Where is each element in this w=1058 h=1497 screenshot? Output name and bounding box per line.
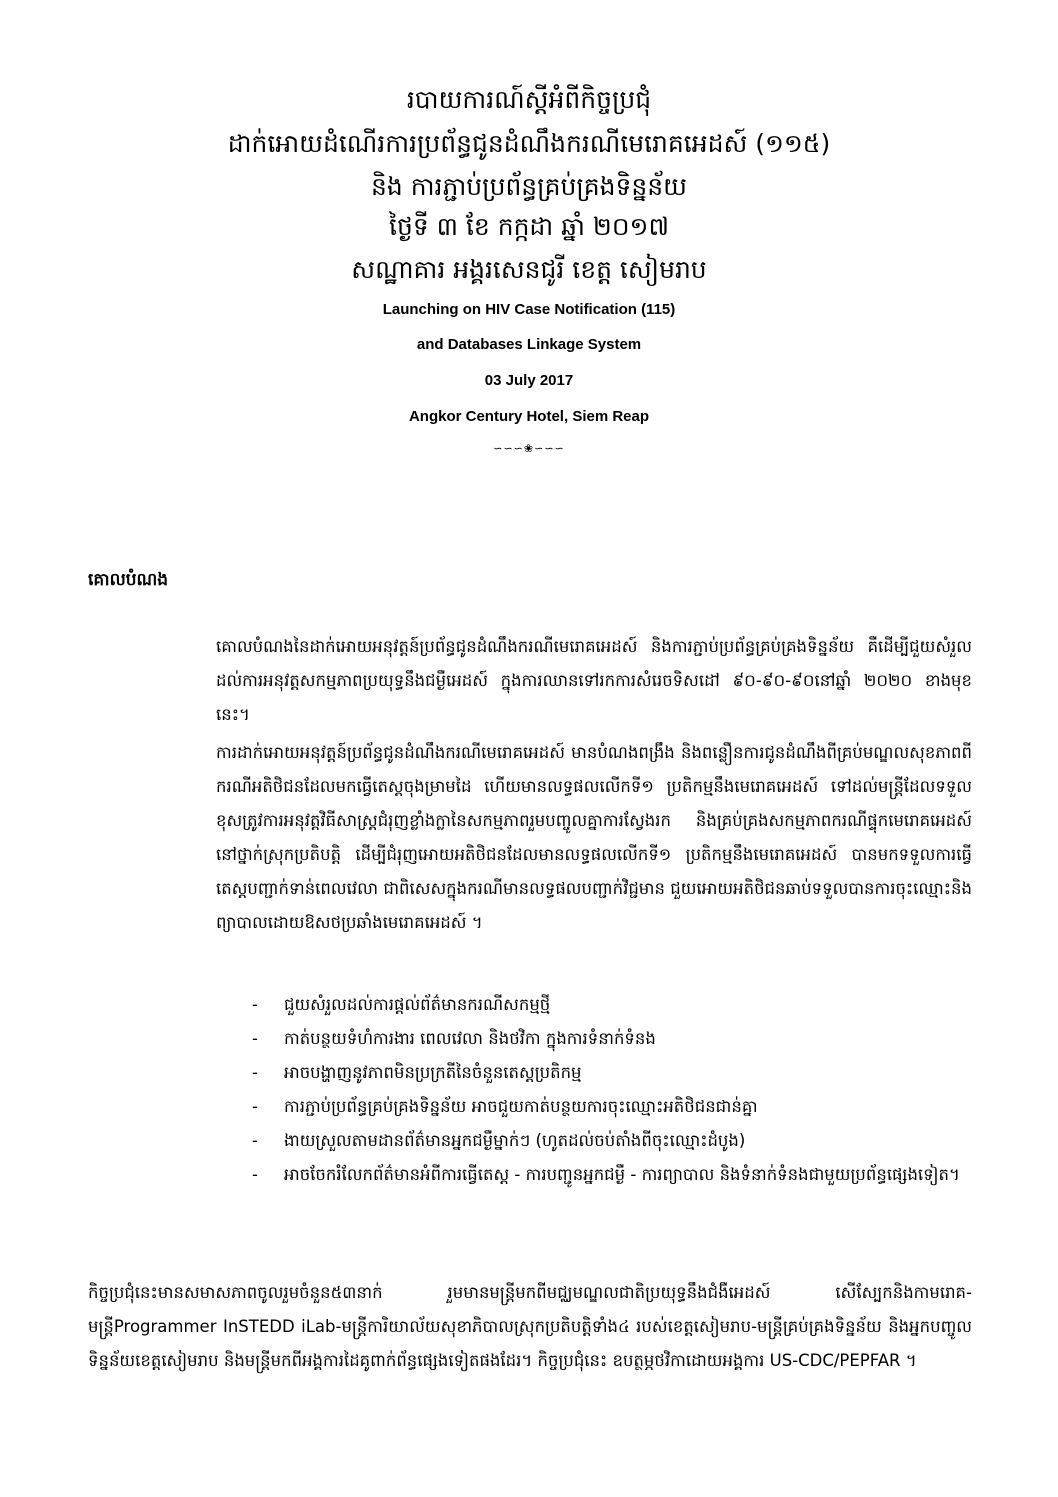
list-item-text: កាត់បន្ថយទំហំការងារ ពេលវេលា និងថវិកា ក្នុងការទំនាក់ទំនង (284, 1029, 656, 1048)
bullet-marker: - (252, 1165, 258, 1184)
list-item-text: ជួយសំរួលដល់ការផ្តល់ព័ត៌មានករណីសកម្មថ្មី (284, 995, 551, 1014)
list-item (252, 1056, 972, 1090)
bullet-marker: - (252, 995, 258, 1014)
objective-paragraph-1: គោលបំណងនៃដាក់អោយអនុវត្តន៍ប្រព័ន្ធជូនដំណឹងករណីមេរោគអេដស៍ និងការភ្ជាប់ប្រព័ន្ធគ្រប់គ្រងទិន្នន័យ គឺដើម្បីជួយសំរួលដល់ការអនុវត្តសកម្មភាពប្រយុទ្ធនឹងជម្ងឺអេដស៍ ក្នុងការឈានទៅរកការសំរេចទិសដៅ ៩០-៩០-៩០នៅឆ្នាំ ២០២០ ខាងមុខនេះ។ (216, 637, 972, 724)
event-venue-english: Angkor Century Hotel, Siem Reap (408, 408, 650, 425)
list-item (252, 1124, 972, 1158)
bullet-marker: - (252, 1131, 258, 1150)
list-item-text: អាចបង្ហាញនូវភាពមិនប្រក្រតីនៃចំនួនតេស្តប្រតិកម្ម (284, 1063, 582, 1082)
event-date-khmer: ថ្ងៃទី ៣ ខែ កក្កដា ឆ្នាំ ២០១៧ (389, 212, 669, 241)
benefits-list (252, 988, 972, 1192)
event-date-english: 03 July 2017 (484, 372, 574, 389)
objective-paragraph-2: ការដាក់អោយអនុវត្តន៍ប្រព័ន្ធជូនដំណឹងករណីមេរោគអេដស៍ មានបំណងពង្រឹង និងពន្លឿនការជូនដំណឹងពីគ្រប់មណ្ឌលសុខភាពពីករណីអតិថិជនដែលមកធ្វើតេស្តចុងម្រាមដៃ ហើយមានលទ្ធផលលើកទី១ ប្រតិកម្មនឹងមេរោគអេដស៍ ទៅដល់មន្ត្រីដែលទទួលខុសត្រូវការអនុវត្តវិធីសាស្ត្រជំរុញខ្លាំងក្លានៃសកម្មភាពរួមបញ្ចូលគ្នាការស្វែងរក និងគ្រប់គ្រងសកម្មភាពករណីផ្ទុកមេរោគអេដស៍នៅថ្នាក់ស្រុកប្រតិបត្តិ ដើម្បីជំរុញអោយអតិថិជនដែលមានលទ្ធផលលើកទី១ ប្រតិកម្មនឹងមេរោគអេដស៍ បានមកទទួលការធ្វើតេស្តបញ្ជាក់ទាន់ពេលវេលា ជាពិសេសក្នុងករណីមានលទ្ធផលបញ្ជាក់វិជ្ជមាន ជួយអោយអតិថិជនឆាប់ទទួលបានការចុះឈ្មោះនិងព្យាបាលដោយឱសថប្រឆាំងមេរោគអេដស៍ ។ (216, 743, 972, 932)
list-item (252, 988, 972, 1022)
event-subtitle-english: and Databases Linkage System (416, 336, 642, 353)
bullet-marker: - (252, 1029, 258, 1048)
list-item (252, 1022, 972, 1056)
closing-paragraph: កិច្ចប្រជុំនេះមានសមាសភាពចូលរួមចំនួន៥៣នាក់ រួមមានមន្ត្រីមកពីមជ្ឈមណ្ឌលជាតិប្រយុទ្ធនឹងជំងឺអេដស៍ សើស្បែកនិងកាមរោគ-មន្ត្រីProgrammer InSTEDD iLab-មន្ត្រីការិយាល័យសុខាភិបាលស្រុកប្រតិបត្តិទាំង៤ របស់ខេត្តសៀមរាប-មន្ត្រីគ្រប់គ្រងទិន្នន័យ និងអ្នកបញ្ចូលទិន្នន័យខេត្តសៀមរាប និងមន្ត្រីមកពីអង្គការដៃគូពាក់ព័ន្ធផ្សេងទៀតផងដែរ។ កិច្ចប្រជុំនេះ ឧបត្ថម្ភថវិកាដោយអង្គការ US-CDC/PEPFAR ។ (88, 1283, 972, 1370)
list-item-text: ងាយស្រួលតាមដានព័ត៌មានអ្នកជម្ងឺម្នាក់ៗ (ហូតដល់ចប់តាំងពីចុះឈ្មោះដំបូង) (284, 1131, 746, 1150)
event-subtitle-khmer: និង ការភ្ជាប់ប្រព័ន្ធគ្រប់គ្រងទិន្នន័យ (371, 172, 687, 201)
section-heading-objective: គោលបំណង (88, 570, 169, 590)
title-ornament: ∽∽∽❀∽∽∽ (493, 442, 565, 455)
list-item (252, 1090, 972, 1124)
bullet-marker: - (252, 1097, 258, 1116)
list-item (252, 1158, 972, 1192)
report-title-khmer: របាយការណ៍ស្តីអំពីកិច្ចប្រជុំ (406, 85, 652, 114)
event-title-khmer: ដាក់អោយដំណើរការប្រព័ន្ធជូនដំណឹងករណីមេរោគអេដស៍ (១១៥) (227, 129, 831, 158)
list-item-text: អាចចែករំលែកព័ត៌មានអំពីការធ្វើតេស្ត - ការបញ្ជូនអ្នកជម្ងឺ - ការព្យាបាល និងទំនាក់ទំនងជាមួយប្រព័ន្ធផ្សេងទៀត។ (284, 1165, 960, 1184)
bullet-marker: - (252, 1063, 258, 1082)
event-venue-khmer: សណ្ឋាគារ អង្គរសេនជូរី ខេត្ត សៀមរាប (351, 255, 707, 284)
list-item-text: ការភ្ជាប់ប្រព័ន្ធគ្រប់គ្រងទិន្នន័យ អាចជួយកាត់បន្ថយការចុះឈ្មោះអតិថិជនជាន់គ្នា (284, 1097, 758, 1116)
event-title-english: Launching on HIV Case Notification (115) (382, 301, 676, 318)
